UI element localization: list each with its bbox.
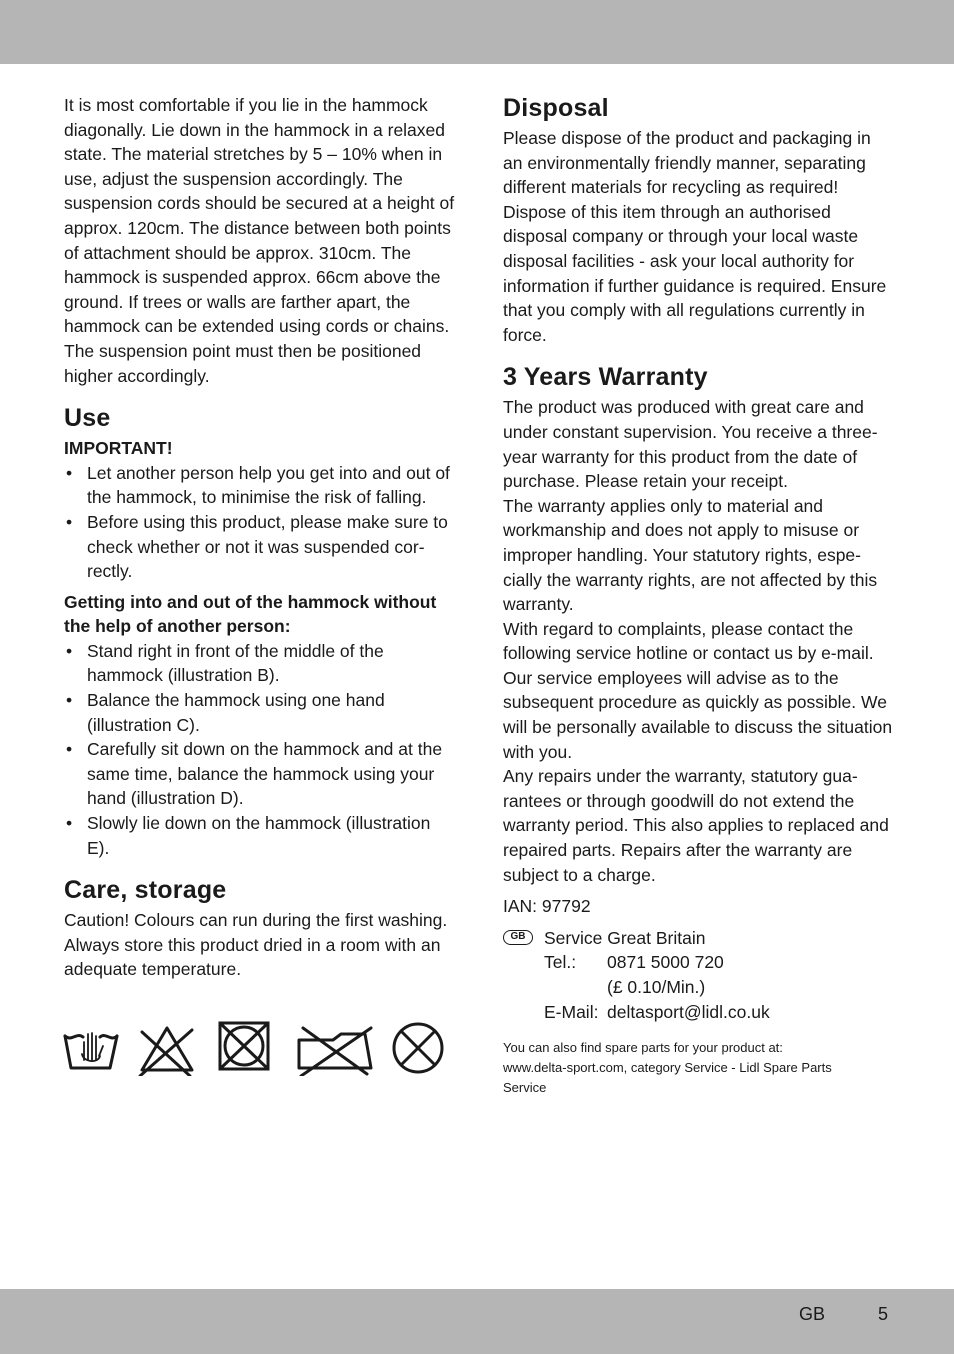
- safety-list: [64, 461, 456, 584]
- intro-paragraph: It is most comfortable if you lie in the hammock diagonally. Lie down in the hammock in a relaxed state. The material stretches by 5 – 10% when in use, adjust the suspension accordingly. The suspension cords should be secured at a height of approx. 120cm. The distance between both points of attachment should be approx. 310cm. The hammock is suspended approx. 66cm above the ground. If trees or walls are farther apart, the hammock can be extended using cords or chains.: [64, 95, 455, 337]
- left-column: [64, 93, 456, 982]
- disposal-heading: Disposal: [503, 94, 609, 122]
- intro-paragraph: The suspension point must then be positioned higher accordingly.: [64, 340, 422, 386]
- warranty-paragraph: The warranty applies only to material and workmanship and does not apply to misuse or improper handling. Your statutory rights, espe-cially the warranty rights, are not affected by this warranty.: [503, 495, 878, 615]
- service-contact: [503, 926, 895, 1024]
- important-label: IMPORTANT!: [64, 438, 173, 459]
- tel-label: Tel.:: [544, 952, 577, 973]
- list-item: • Let another person help you get into and out of the hammock, to minimise the risk of falling.: [64, 461, 456, 510]
- warranty-heading: 3 Years Warranty: [503, 363, 708, 392]
- care-heading: Care, storage: [64, 876, 227, 905]
- hand-wash-icon: [62, 1020, 122, 1074]
- spare-parts-note: [503, 1038, 895, 1098]
- list-item: • Stand right in front of the middle of the hammock (illustration B).: [64, 639, 456, 688]
- no-tumble-dry-icon: [217, 1020, 273, 1074]
- care-text: Caution! Colours can run during the first washing. Always store this product dried in a room with an adequate temperature.: [64, 910, 448, 980]
- getting-in-subheading: Getting into and out of the hammock without the help of another person:: [64, 591, 437, 637]
- header-bar: [0, 0, 954, 64]
- email-label: E-Mail:: [544, 1001, 599, 1022]
- use-heading: Use: [64, 404, 111, 433]
- list-item: • Before using this product, please make sure to check whether or not it was suspended cor-rectly.: [64, 510, 456, 584]
- no-dry-clean-icon: [388, 1020, 448, 1076]
- page-number: 5: [878, 1304, 889, 1324]
- steps-list: [64, 639, 456, 860]
- warranty-paragraph: Any repairs under the warranty, statutory gua-rantees or through goodwill do not extend the warranty period. This also applies to replaced and repaired parts. Repairs after the warranty are subject to a charge.: [503, 766, 889, 885]
- list-item: • Carefully sit down on the hammock and at the same time, balance the hammock using your hand (illustration D).: [64, 737, 456, 811]
- warranty-paragraph: The product was produced with great care and under constant supervision. You receive a three-year warranty for this product from the date of purchase. Please retain your receipt.: [503, 397, 878, 492]
- tel-number: 0871 5000 720: [607, 952, 724, 973]
- spare-parts-line: You can also find spare parts for your product at:: [503, 1040, 783, 1056]
- warranty-paragraph: With regard to complaints, please contact the following service hotline or contact us by e-mail. Our service employees will advise as to the subsequent procedure as quickly as possible. We will be personally available to discuss the situation with you.: [503, 618, 893, 762]
- service-name: Service Great Britain: [544, 927, 706, 948]
- no-ironing-icon: [295, 1020, 375, 1076]
- email-address: deltasport@lidl.co.uk: [607, 1001, 770, 1022]
- no-bleach-icon: [138, 1020, 196, 1076]
- tel-note: (£ 0.10/Min.): [607, 977, 706, 997]
- spare-parts-line: Service: [503, 1080, 547, 1096]
- ian-number: IAN: 97792: [503, 896, 591, 917]
- footer-language: GB: [799, 1304, 826, 1324]
- list-item: • Slowly lie down on the hammock (illustration E).: [64, 811, 456, 860]
- right-column: [503, 93, 895, 1098]
- care-symbols: [62, 1020, 454, 1080]
- list-item: • Balance the hammock using one hand (illustration C).: [64, 688, 456, 737]
- spare-parts-line: www.delta-sport.com, category Service - Lidl Spare Parts: [503, 1060, 832, 1076]
- disposal-text: Please dispose of the product and packaging in an environmentally friendly manner, separating different materials for recycling as required! Dispose of this item through an authorised disposal company or through your local waste disposal facilities - ask your local authority for information if further guidance is required. Ensure that you comply with all regulations currently in force.: [503, 128, 887, 345]
- country-badge: GB: [503, 930, 533, 945]
